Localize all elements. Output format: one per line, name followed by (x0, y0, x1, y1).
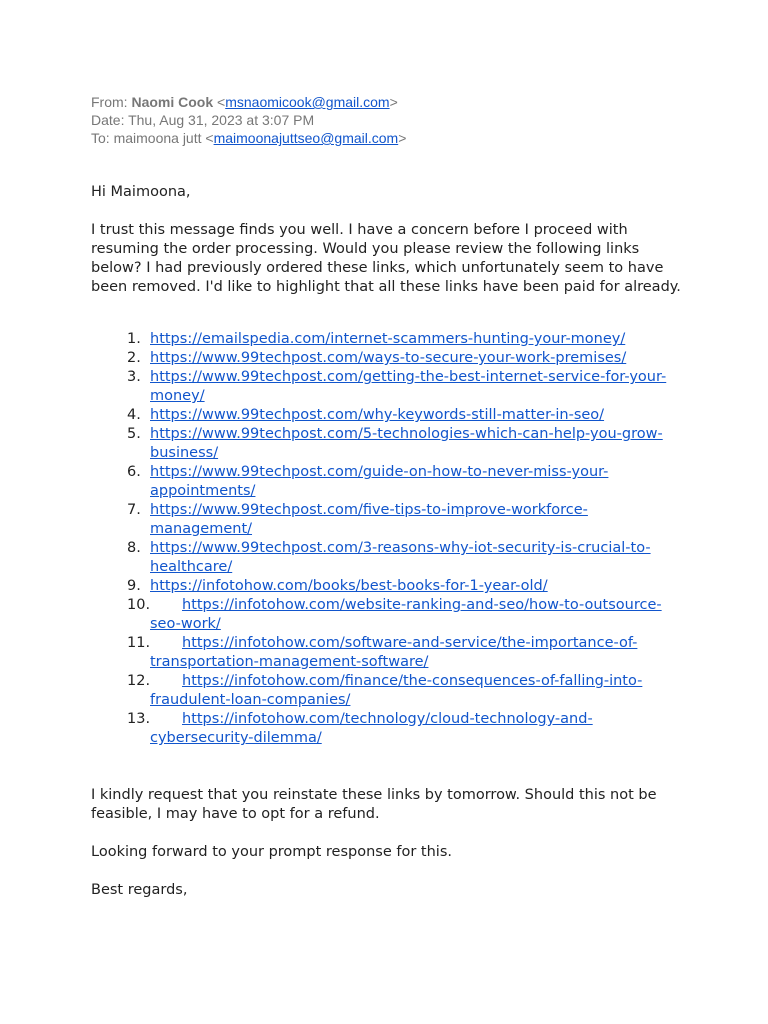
list-number: 3. (127, 369, 141, 385)
list-item (91, 596, 681, 634)
to-gt: > (398, 130, 407, 146)
date-row: Date: Thu, Aug 31, 2023 at 3:07 PM (91, 112, 315, 128)
link-item[interactable]: https://infotohow.com/website-ranking-and-seo/how-to-outsource-seo-work/ (150, 597, 662, 632)
list-item (91, 463, 681, 501)
list-number: 8. (127, 540, 141, 556)
list-number: 4. (127, 407, 141, 423)
link-item[interactable]: https://www.99techpost.com/getting-the-best-internet-service-for-your-money/ (150, 369, 667, 404)
list-item (91, 406, 681, 425)
list-item (91, 330, 681, 349)
greeting: Hi Maimoona, (91, 184, 191, 200)
list-item (91, 349, 681, 368)
list-number: 13. (127, 711, 151, 727)
list-item (91, 710, 681, 748)
request-paragraph: I kindly request that you reinstate these links by tomorrow. Should this not be feasible, I may have to opt for a refund. (91, 787, 657, 822)
sender-email-link[interactable]: msnaomicook@gmail.com (225, 94, 390, 110)
list-item (91, 577, 681, 596)
link-item[interactable]: https://www.99techpost.com/guide-on-how-to-never-miss-your-appointments/ (150, 464, 609, 499)
to-label: To: maimoona jutt (91, 130, 202, 146)
list-number: 5. (127, 426, 141, 442)
from-row (91, 93, 406, 111)
from-gt: > (389, 94, 398, 110)
link-list (91, 330, 681, 748)
from-lt: < (217, 94, 226, 110)
list-item (91, 672, 681, 710)
signoff: Best regards, (91, 882, 188, 898)
to-row (91, 129, 406, 147)
link-item[interactable]: https://www.99techpost.com/5-technologies-which-can-help-you-grow-business/ (150, 426, 663, 461)
list-number: 2. (127, 350, 141, 366)
link-item[interactable]: https://infotohow.com/software-and-service/the-importance-of-transportation-management-software/ (150, 635, 638, 670)
list-number: 11. (127, 635, 151, 651)
list-item (91, 634, 681, 672)
link-item[interactable]: https://infotohow.com/finance/the-consequences-of-falling-into-fraudulent-loan-companies/ (150, 673, 643, 708)
list-number: 10. (127, 597, 151, 613)
link-item[interactable]: https://www.99techpost.com/3-reasons-why-iot-security-is-crucial-to-healthcare/ (150, 540, 651, 575)
email-header (91, 93, 406, 147)
link-item[interactable]: https://infotohow.com/books/best-books-for-1-year-old/ (150, 578, 548, 594)
list-item (91, 368, 681, 406)
list-number: 7. (127, 502, 141, 518)
list-number: 12. (127, 673, 151, 689)
from-label: From: (91, 94, 128, 110)
list-item (91, 539, 681, 577)
intro-paragraph: I trust this message finds you well. I have a concern before I proceed with resuming the order processing. Would you please review the following links below? I had previously ordered these links, which unfortunately seem to have been removed. I'd like to highlight that all these links have been paid for already. (91, 222, 681, 295)
to-lt: < (205, 130, 214, 146)
list-item (91, 425, 681, 463)
recipient-email-link[interactable]: maimoonajuttseo@gmail.com (213, 130, 399, 146)
list-item (91, 501, 681, 539)
followup-paragraph: Looking forward to your prompt response for this. (91, 844, 452, 860)
link-item[interactable]: https://www.99techpost.com/five-tips-to-improve-workforce-management/ (150, 502, 588, 537)
list-number: 6. (127, 464, 141, 480)
list-number: 9. (127, 578, 141, 594)
list-number: 1. (127, 331, 141, 347)
link-item[interactable]: https://infotohow.com/technology/cloud-technology-and-cybersecurity-dilemma/ (150, 711, 593, 746)
sender-name: Naomi Cook (131, 94, 214, 110)
email-body (91, 183, 681, 900)
link-item[interactable]: https://www.99techpost.com/ways-to-secure-your-work-premises/ (150, 350, 627, 366)
link-item[interactable]: https://emailspedia.com/internet-scammers-hunting-your-money/ (150, 331, 626, 347)
link-item[interactable]: https://www.99techpost.com/why-keywords-still-matter-in-seo/ (150, 407, 605, 423)
